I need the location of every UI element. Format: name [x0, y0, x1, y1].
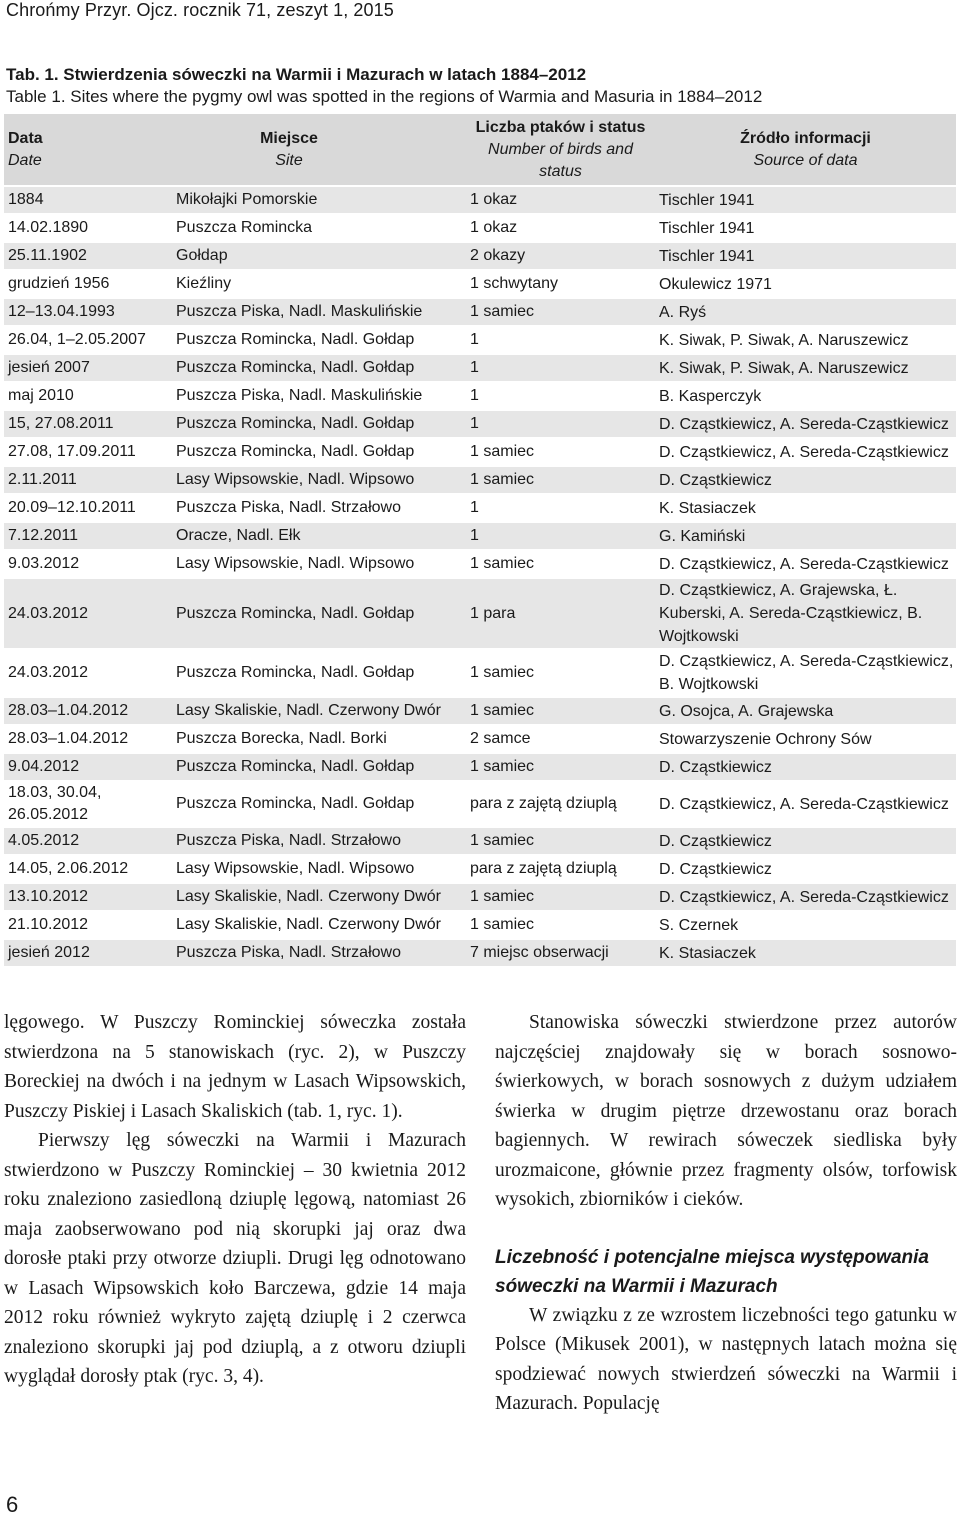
cell-source: Tischler 1941 [655, 214, 956, 242]
cell-site: Oracze, Nadl. Ełk [172, 522, 466, 550]
header-count-en: Number of birds and status [488, 140, 633, 180]
body-column-left [4, 1008, 466, 1392]
table-body [4, 186, 956, 966]
header-date [4, 114, 172, 186]
cell-count: 1 samiec [466, 883, 655, 911]
cell-count: 1 [466, 354, 655, 382]
header-count-pl: Liczba ptaków i status [475, 118, 646, 136]
header-source-pl: Źródło informacji [740, 129, 871, 147]
cell-count: 1 [466, 326, 655, 354]
table-row [4, 883, 956, 911]
cell-count: 1 okaz [466, 214, 655, 242]
body-column-right [495, 1008, 957, 1419]
cell-count: 2 okazy [466, 242, 655, 270]
cell-date: 15, 27.08.2011 [4, 410, 172, 438]
cell-date: 13.10.2012 [4, 883, 172, 911]
cell-source: A. Ryś [655, 298, 956, 326]
cell-date: 9.03.2012 [4, 550, 172, 578]
cell-date: 7.12.2011 [4, 522, 172, 550]
header-source [655, 114, 956, 186]
cell-date: 12‒13.04.1993 [4, 298, 172, 326]
table-row [4, 270, 956, 298]
header-date-pl: Data [8, 129, 43, 147]
cell-site: Lasy Wipsowskie, Nadl. Wipsowo [172, 855, 466, 883]
cell-site: Puszcza Romincka, Nadl. Gołdap [172, 438, 466, 466]
cell-date: 14.02.1890 [4, 214, 172, 242]
cell-count: 1 schwytany [466, 270, 655, 298]
cell-site: Lasy Skaliskie, Nadl. Czerwony Dwór [172, 883, 466, 911]
cell-source: D. Cząstkiewicz [655, 466, 956, 494]
cell-source: D. Cząstkiewicz [655, 855, 956, 883]
cell-site: Puszcza Romincka, Nadl. Gołdap [172, 578, 466, 649]
table-row [4, 298, 956, 326]
cell-count: 1 samiec [466, 697, 655, 725]
cell-count: 1 samiec [466, 827, 655, 855]
cell-date: 18.03, 30.04, 26.05.2012 [4, 781, 172, 827]
cell-source: G. Osojca, A. Grajewska [655, 697, 956, 725]
cell-count: 1 samiec [466, 438, 655, 466]
cell-count: 1 samiec [466, 753, 655, 781]
cell-count: 1 [466, 522, 655, 550]
cell-source: D. Cząstkiewicz, A. Sereda-Cząstkiewicz [655, 438, 956, 466]
cell-site: Puszcza Romincka, Nadl. Gołdap [172, 781, 466, 827]
table-row [4, 522, 956, 550]
table-row [4, 781, 956, 827]
cell-source: K. Stasiaczek [655, 939, 956, 966]
cell-site: Puszcza Romincka, Nadl. Gołdap [172, 753, 466, 781]
table-row [4, 354, 956, 382]
cell-site: Puszcza Romincka, Nadl. Gołdap [172, 410, 466, 438]
cell-site: Puszcza Romincka [172, 214, 466, 242]
table-row [4, 725, 956, 753]
header-site-pl: Miejsce [260, 129, 318, 147]
table-row [4, 186, 956, 214]
cell-source: Stowarzyszenie Ochrony Sów [655, 725, 956, 753]
header-date-en: Date [8, 151, 42, 169]
section-heading: Liczebność i potencjalne miejsca występowania sóweczki na Warmii i Mazurach [495, 1246, 929, 1297]
cell-date: 21.10.2012 [4, 911, 172, 939]
table-row [4, 382, 956, 410]
cell-source: D. Cząstkiewicz, A. Sereda-Cząstkiewicz, B. Wojtkowski [655, 649, 956, 697]
cell-site: Puszcza Romincka, Nadl. Gołdap [172, 326, 466, 354]
cell-date: 20.09‒12.10.2011 [4, 494, 172, 522]
cell-source: D. Cząstkiewicz, A. Grajewska, Ł. Kuberski, A. Sereda-Cząstkiewicz, B. Wojtkowski [655, 578, 956, 649]
page-number: 6 [6, 1492, 19, 1517]
cell-date: 24.03.2012 [4, 649, 172, 697]
observations-table [4, 114, 956, 966]
cell-count: para z zajętą dziuplą [466, 781, 655, 827]
table-row [4, 697, 956, 725]
table-row [4, 494, 956, 522]
cell-date: 4.05.2012 [4, 827, 172, 855]
header-site-en: Site [275, 151, 303, 169]
table-caption [6, 64, 762, 108]
cell-site: Puszcza Romincka, Nadl. Gołdap [172, 354, 466, 382]
cell-source: Tischler 1941 [655, 242, 956, 270]
cell-count: 2 samce [466, 725, 655, 753]
cell-count: 1 samiec [466, 911, 655, 939]
cell-site: Lasy Skaliskie, Nadl. Czerwony Dwór [172, 911, 466, 939]
cell-source: D. Cząstkiewicz, A. Sereda-Cząstkiewicz [655, 410, 956, 438]
cell-date: 1884 [4, 186, 172, 214]
table-row [4, 649, 956, 697]
cell-site: Lasy Wipsowskie, Nadl. Wipsowo [172, 466, 466, 494]
cell-date: 28.03‒1.04.2012 [4, 697, 172, 725]
cell-count: 1 para [466, 578, 655, 649]
table-row [4, 578, 956, 649]
cell-site: Gołdap [172, 242, 466, 270]
cell-date: maj 2010 [4, 382, 172, 410]
journal-header: Chrońmy Przyr. Ojcz. rocznik 71, zeszyt 1, 2015 [6, 0, 394, 20]
table-row [4, 326, 956, 354]
cell-source: D. Cząstkiewicz, A. Sereda-Cząstkiewicz [655, 781, 956, 827]
body-paragraph: lęgowego. W Puszczy Rominckiej sóweczka została stwierdzona na 5 stanowiskach (ryc. 2), w Puszczy Boreckiej na dwóch i na jednym w Lasach Wipsowskich, Puszczy Piskiej i Lasach Skaliskich (tab. 1, ryc. 1). [4, 1012, 466, 1122]
table-row [4, 410, 956, 438]
table-row [4, 939, 956, 966]
table-row [4, 855, 956, 883]
cell-count: 1 [466, 410, 655, 438]
cell-source: D. Cząstkiewicz, A. Sereda-Cząstkiewicz [655, 550, 956, 578]
cell-date: 2.11.2011 [4, 466, 172, 494]
cell-site: Puszcza Borecka, Nadl. Borki [172, 725, 466, 753]
cell-site: Mikołajki Pomorskie [172, 186, 466, 214]
cell-date: jesień 2012 [4, 939, 172, 966]
cell-source: D. Cząstkiewicz [655, 827, 956, 855]
cell-source: Okulewicz 1971 [655, 270, 956, 298]
cell-count: 1 samiec [466, 550, 655, 578]
table-row [4, 911, 956, 939]
cell-site: Puszcza Piska, Nadl. Maskulińskie [172, 298, 466, 326]
cell-source: K. Siwak, P. Siwak, A. Naruszewicz [655, 326, 956, 354]
table-row [4, 827, 956, 855]
cell-site: Kieźliny [172, 270, 466, 298]
cell-site: Lasy Skaliskie, Nadl. Czerwony Dwór [172, 697, 466, 725]
cell-date: 27.08, 17.09.2011 [4, 438, 172, 466]
cell-date: 14.05, 2.06.2012 [4, 855, 172, 883]
cell-count: 1 samiec [466, 466, 655, 494]
cell-site: Puszcza Piska, Nadl. Strzałowo [172, 939, 466, 966]
cell-site: Puszcza Romincka, Nadl. Gołdap [172, 649, 466, 697]
cell-site: Puszcza Piska, Nadl. Strzałowo [172, 494, 466, 522]
cell-source: S. Czernek [655, 911, 956, 939]
cell-count: 1 [466, 494, 655, 522]
cell-date: 24.03.2012 [4, 578, 172, 649]
header-count [466, 114, 655, 186]
cell-count: 1 samiec [466, 298, 655, 326]
cell-source: B. Kasperczyk [655, 382, 956, 410]
table-row [4, 466, 956, 494]
cell-date: jesień 2007 [4, 354, 172, 382]
cell-site: Puszcza Piska, Nadl. Strzałowo [172, 827, 466, 855]
cell-source: D. Cząstkiewicz, A. Sereda-Cząstkiewicz [655, 883, 956, 911]
cell-count: para z zajętą dziuplą [466, 855, 655, 883]
cell-count: 1 [466, 382, 655, 410]
header-site [172, 114, 466, 186]
table-row [4, 242, 956, 270]
table-row [4, 753, 956, 781]
cell-date: 28.03‒1.04.2012 [4, 725, 172, 753]
cell-source: K. Siwak, P. Siwak, A. Naruszewicz [655, 354, 956, 382]
cell-site: Lasy Wipsowskie, Nadl. Wipsowo [172, 550, 466, 578]
cell-date: 25.11.1902 [4, 242, 172, 270]
cell-date: grudzień 1956 [4, 270, 172, 298]
table-caption-pl: Tab. 1. Stwierdzenia sóweczki na Warmii i Mazurach w latach 1884–2012 [6, 65, 587, 84]
body-paragraph: Stanowiska sóweczki stwierdzone przez autorów najczęściej znajdowały się w borach sosnowo-świerkowych, w borach sosnowych z dużym udziałem świerka w drugim piętrze drzewostanu oraz borach bagiennych. W rewirach sóweczek siedliska były urozmaicone, głównie przez fragmenty olsów, torfowisk wysokich, zbiorników i cieków. [495, 1012, 957, 1210]
cell-count: 1 okaz [466, 186, 655, 214]
body-paragraph: W związku z ze wzrostem liczebności tego gatunku w Polsce (Mikusek 2001), w następnych latach można się spodziewać nowych stwierdzeń sóweczki na Warmii i Mazurach. Populację [495, 1304, 957, 1414]
cell-date: 26.04, 1‒2.05.2007 [4, 326, 172, 354]
cell-count: 7 miejsc obserwacji [466, 939, 655, 966]
table-row [4, 550, 956, 578]
cell-source: D. Cząstkiewicz [655, 753, 956, 781]
cell-site: Puszcza Piska, Nadl. Maskulińskie [172, 382, 466, 410]
table-row [4, 438, 956, 466]
table-row [4, 214, 956, 242]
cell-source: K. Stasiaczek [655, 494, 956, 522]
table-caption-en: Table 1. Sites where the pygmy owl was spotted in the regions of Warmia and Masuria in 1884–2012 [6, 87, 763, 106]
cell-source: Tischler 1941 [655, 186, 956, 214]
header-source-en: Source of data [753, 151, 858, 169]
table-header-row [4, 114, 956, 186]
cell-source: G. Kamiński [655, 522, 956, 550]
body-paragraph: Pierwszy lęg sóweczki na Warmii i Mazurach stwierdzono w Puszczy Rominckiej ‒ 30 kwietnia 2012 roku znaleziono zasiedloną dziuplę lęgową, natomiast 26 maja zaobserwowano pod nią skorupki jaj oraz dwa dorosłe ptaki przy otworze dziupli. Drugi lęg odnotowano w Lasach Wipsowskich koło Barczewa, gdzie 14 maja 2012 roku również wykryto zajętą dziuplę i 2 czerwca znaleziono skorupki jaj pod dziuplą, a z otworu dziupli wyglądał dorosły ptak (ryc. 3, 4). [4, 1130, 466, 1387]
cell-count: 1 samiec [466, 649, 655, 697]
cell-date: 9.04.2012 [4, 753, 172, 781]
